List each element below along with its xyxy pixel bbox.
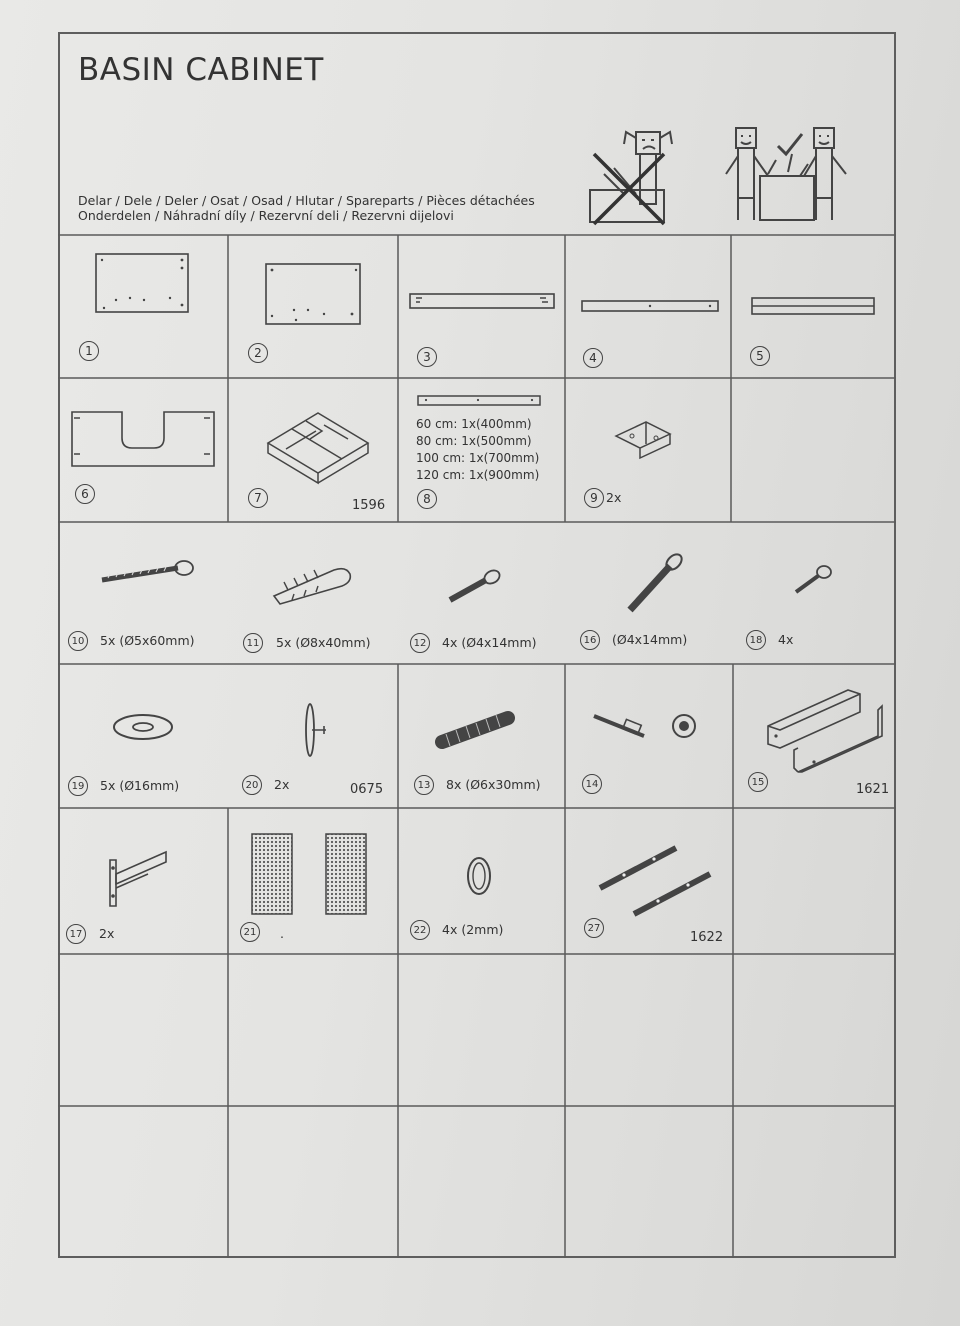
part-10-qty: 5x (Ø5x60mm) (100, 633, 195, 648)
part-10-screw-illustration (98, 558, 198, 588)
part-13-dowel-illustration (434, 710, 520, 750)
part-8-size-120: 120 cm: 1x(900mm) (416, 468, 540, 482)
part-number-3: 3 (417, 347, 437, 367)
part-9-qty: 2x (606, 490, 622, 505)
languages-line-1: Delar / Dele / Deler / Osat / Osad / Hlutar / Spareparts / Pièces détachées (78, 193, 535, 208)
part-20-qty: 2x (274, 777, 290, 792)
part-19-qty: 5x (Ø16mm) (100, 778, 180, 793)
part-number-7: 7 (248, 488, 268, 508)
part-11-qty: 5x (Ø8x40mm) (276, 635, 371, 650)
part-21-qty: . (280, 926, 284, 941)
part-8-size-80: 80 cm: 1x(500mm) (416, 434, 532, 448)
part-16-screw-illustration (622, 550, 686, 616)
languages-line-2: Onderdelen / Náhradní díly / Rezervní deli / Rezervni dijelovi (78, 208, 454, 223)
part-27-code: 1622 (690, 930, 724, 945)
spare-parts-languages (78, 193, 598, 223)
part-1-panel-illustration (92, 250, 192, 318)
part-15-drawer-rail-illustration (762, 686, 884, 778)
part-number-10: 10 (68, 631, 88, 651)
part-15-code: 1621 (856, 782, 890, 797)
part-11-wall-plug-illustration (268, 560, 358, 608)
part-18-qty: 4x (778, 632, 794, 647)
part-2-panel-illustration (262, 260, 364, 330)
part-number-18: 18 (746, 630, 766, 650)
part-20-code: 0675 (350, 782, 384, 797)
part-number-13: 13 (414, 775, 434, 795)
part-12-qty: 4x (Ø4x14mm) (442, 635, 537, 650)
part-8-size-60: 60 cm: 1x(400mm) (416, 417, 532, 431)
part-9-bracket-illustration (612, 414, 674, 462)
part-number-22: 22 (410, 920, 430, 940)
part-13-qty: 8x (Ø6x30mm) (446, 777, 541, 792)
part-number-12: 12 (410, 633, 430, 653)
part-3-rail-illustration (408, 290, 556, 314)
part-8-size-list (416, 416, 539, 484)
part-22-qty: 4x (2mm) (442, 922, 504, 937)
part-21-felt-pads-illustration (250, 832, 372, 916)
part-17-bracket-illustration (102, 844, 172, 910)
part-number-17: 17 (66, 924, 86, 944)
part-5-rail-illustration (750, 296, 876, 318)
part-17-qty: 2x (99, 926, 115, 941)
part-number-20: 20 (242, 775, 262, 795)
part-number-4: 4 (583, 348, 603, 368)
part-16-qty: (Ø4x14mm) (612, 632, 688, 647)
part-18-screw-illustration (790, 560, 838, 598)
part-12-screw-illustration (444, 566, 506, 606)
part-20-connector-illustration (298, 700, 332, 762)
part-number-27: 27 (584, 918, 604, 938)
part-27-drawer-rails-illustration (594, 840, 718, 922)
part-number-15: 15 (748, 772, 768, 792)
part-7-drawer-organizer-illustration (262, 405, 372, 487)
part-number-16: 16 (580, 630, 600, 650)
part-number-11: 11 (243, 633, 263, 653)
part-4-rail-illustration (580, 297, 720, 317)
page-title: BASIN CABINET (78, 52, 324, 88)
part-number-21: 21 (240, 922, 260, 942)
part-19-washer-illustration (110, 710, 176, 744)
part-8-size-100: 100 cm: 1x(700mm) (416, 451, 540, 465)
one-person-frustrated-icon (584, 124, 680, 230)
part-7-code: 1596 (352, 498, 386, 513)
part-number-2: 2 (248, 343, 268, 363)
part-number-19: 19 (68, 776, 88, 796)
part-8-rail-illustration (416, 394, 542, 408)
part-22-ring-illustration (462, 855, 496, 897)
part-number-9: 9 (584, 488, 604, 508)
part-number-14: 14 (582, 774, 602, 794)
part-number-1: 1 (79, 341, 99, 361)
part-number-5: 5 (750, 346, 770, 366)
part-number-6: 6 (75, 484, 95, 504)
two-people-ok-icon (718, 124, 860, 224)
part-6-panel-illustration (68, 408, 218, 470)
part-14-cam-lock-illustration (588, 704, 704, 746)
part-number-8: 8 (417, 489, 437, 509)
